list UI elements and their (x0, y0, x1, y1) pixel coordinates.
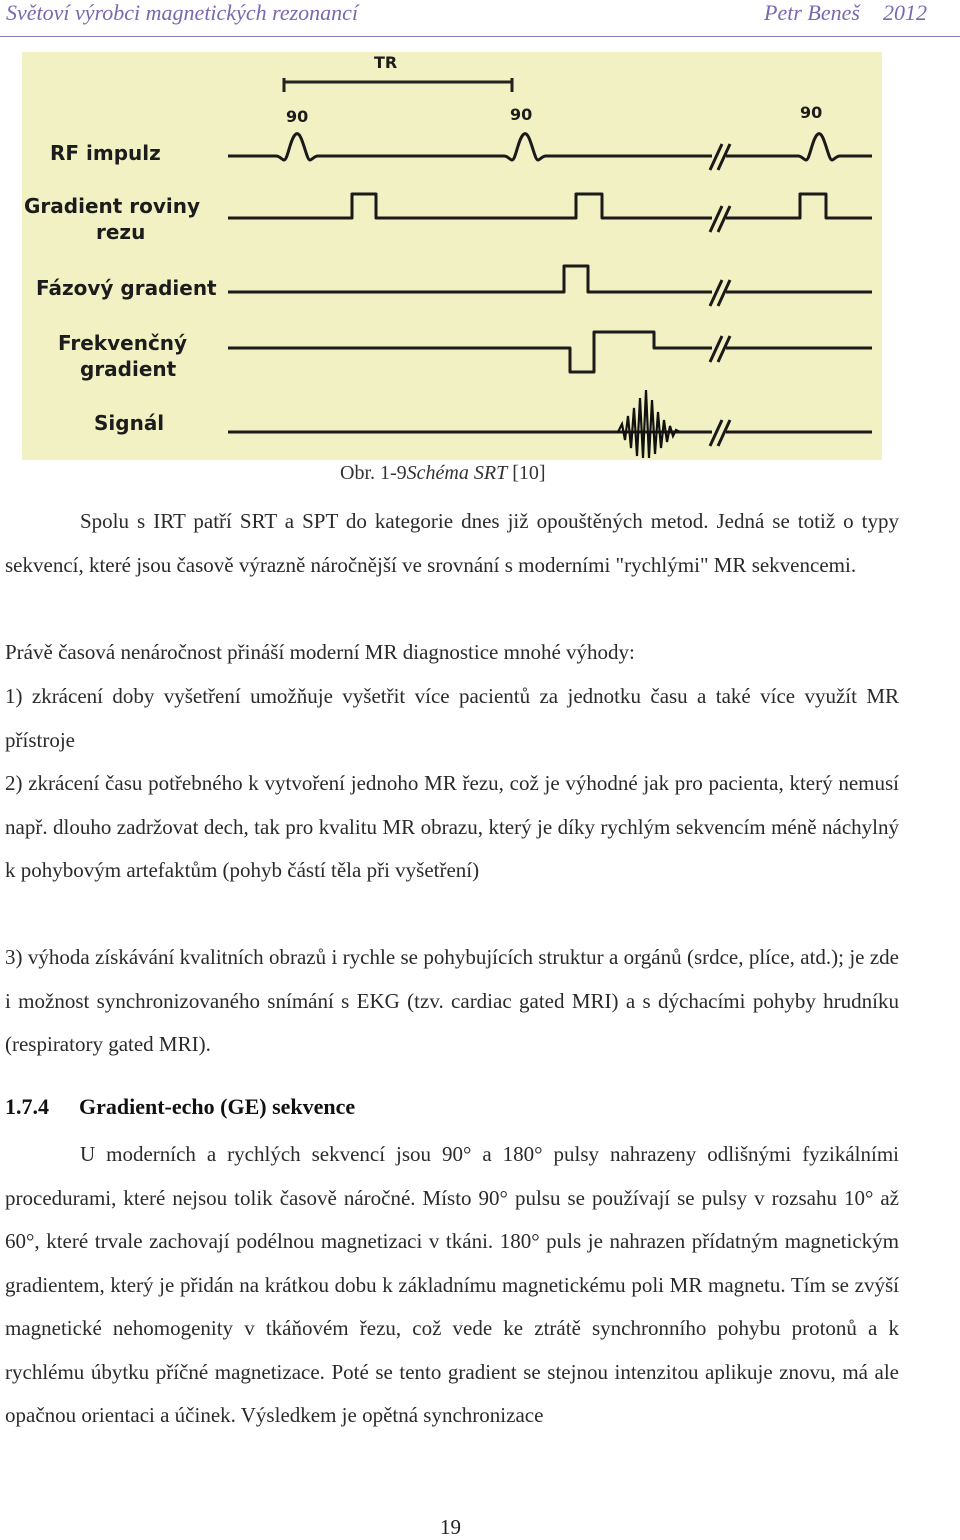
header-year: 2012 (883, 0, 927, 25)
srt-diagram-svg (22, 52, 882, 460)
header-author: Petr Beneš (764, 0, 860, 25)
header-title: Světoví výrobci magnetických rezonancí (6, 0, 359, 25)
row-label-freq-1: Frekvenčný (58, 331, 188, 355)
pulse-label-1: 90 (286, 107, 309, 126)
page-number: 19 (440, 1515, 461, 1539)
pulse-label-3: 90 (800, 103, 823, 122)
paragraph-gradient-echo: U moderních a rychlých sekvencí jsou 90° a 180° pulsy nahrazeny odlišnými fyzikálními procedurami, které nejsou tolik časově náročné. Místo 90° pulsu se používají se pulsy v rozsahu 10° až 60°, které trvale zachovají podélnou magnetizaci v tkáni. 180° puls je nahrazen přídatným magnetickým gradientem, který je přidán na krátkou dobu k základnímu magnetickému poli MR magnetu. Tím se zvýší magnetické nehomogenity v tkáňovém řezu, což vede ke ztrátě synchronního pohybu protonů a k rychlému úbytku příčné magnetizace. Poté se tento gradient se stejnou intenzitou aplikuje znovu, má ale opačnou orientaci a účinek. Výsledkem je opětná synchronizace (5, 1142, 899, 1427)
tr-bracket (284, 78, 512, 92)
srt-sequence-diagram (22, 52, 882, 460)
slice-gradient-waveform (228, 194, 872, 218)
pulse-label-2: 90 (510, 105, 533, 124)
section-number: 1.7.4 (5, 1094, 49, 1119)
paragraph-advantage-1: 1) zkrácení doby vyšetření umožňuje vyšetřit více pacientů za jednotku času a také více využít MR přístroje (5, 684, 899, 752)
section-title: Gradient-echo (GE) sekvence (79, 1094, 356, 1119)
paragraph-advantage-2: 2) zkrácení času potřebného k vytvoření jednoho MR řezu, což je výhodné jak pro pacienta, který nemusí např. dlouho zadržovat dech, tak pro kvalitu MR obrazu, který je díky rychlým sekvencím méně náchylný k pohybovým artefaktům (pohyb částí těla při vyšetření) (5, 771, 899, 882)
section-heading (5, 1094, 355, 1120)
row-label-signal: Signál (94, 411, 165, 435)
frequency-gradient-waveform (228, 332, 872, 372)
caption-prefix: Obr. 1-9 (340, 462, 407, 484)
row-label-phase: Fázový gradient (36, 276, 217, 300)
paragraph-advantages-intro: Právě časová nenáročnost přináší moderní MR diagnostice mnohé výhody: (5, 640, 635, 664)
page-header (0, 0, 960, 37)
rf-waveform (228, 134, 872, 160)
row-label-freq-2: gradient (80, 357, 177, 381)
tr-label: TR (374, 53, 398, 72)
signal-echo (618, 390, 680, 458)
caption-suffix: [10] (507, 462, 546, 484)
paragraph-srt-obsolete: Spolu s IRT patří SRT a SPT do kategorie dnes již opouštěných metod. Jedná se totiž o typy sekvencí, které jsou časově výrazně náročnější ve srovnání s moderními "rychlými" MR sekvencemi. (5, 509, 899, 577)
row-label-slice-1: Gradient roviny (24, 194, 201, 218)
row-label-rf: RF impulz (50, 141, 161, 165)
row-label-slice-2: rezu (96, 220, 146, 244)
phase-gradient-waveform (228, 266, 872, 292)
paragraph-advantage-3: 3) výhoda získávání kvalitních obrazů i rychle se pohybujících struktur a orgánů (srdce, plíce, atd.); je zde i možnost synchronizovaného snímání s EKG (tzv. cardiac gated MRI) a s dýchacími pohyby hrudníku (respiratory gated MRI). (5, 945, 899, 1056)
caption-italic: Schéma SRT (406, 462, 508, 484)
figure-caption (340, 462, 546, 485)
